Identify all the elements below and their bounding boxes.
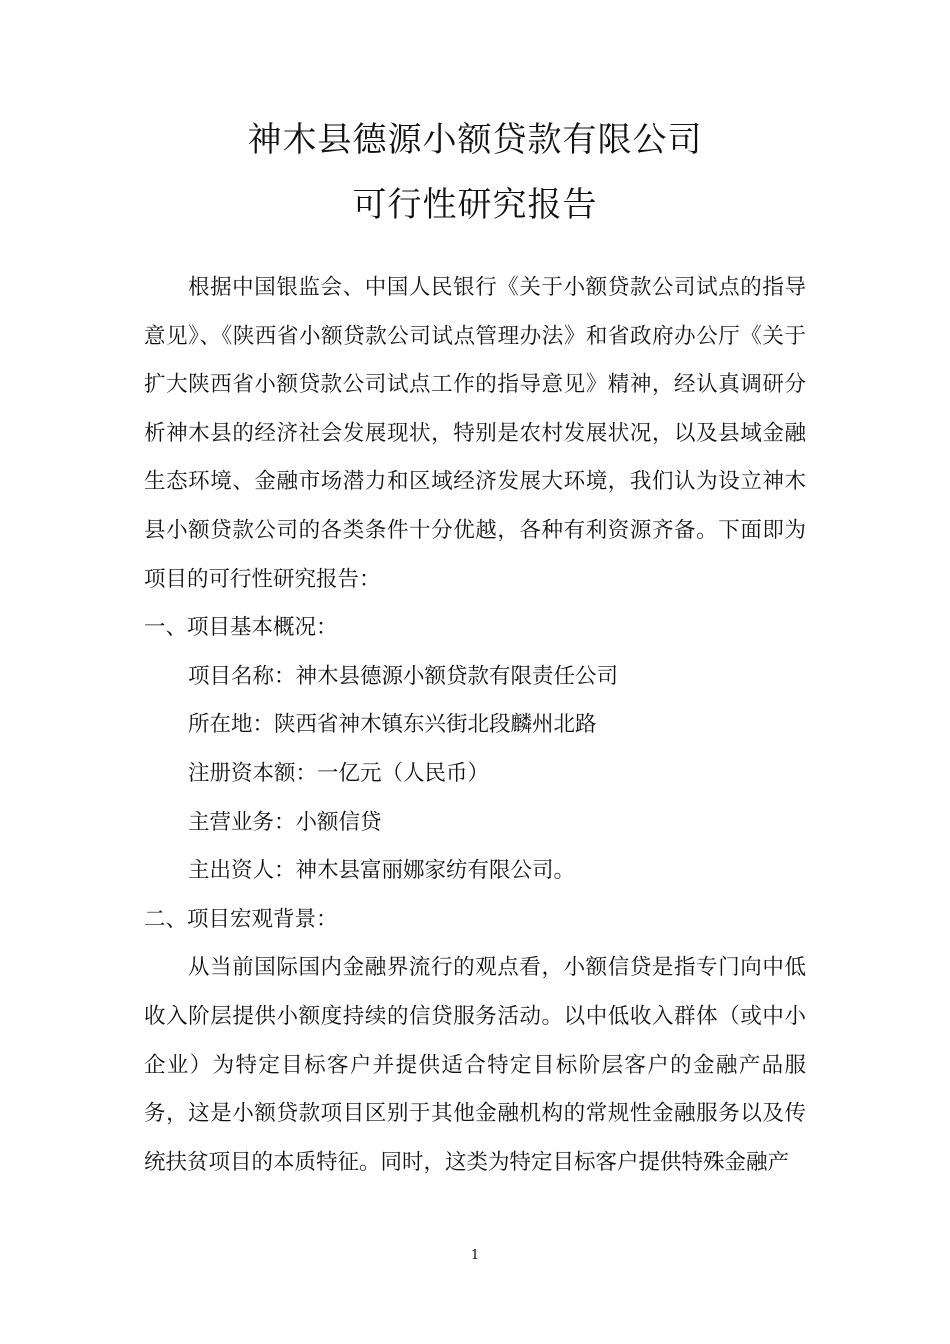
item-main-business: 主营业务：小额信贷 (188, 809, 382, 835)
item-location: 所在地：陕西省神木镇东兴街北段麟州北路 (188, 712, 597, 738)
item-main-investor: 主出资人：神木县富丽娜家纺有限公司。 (188, 858, 576, 884)
section-heading-macro-background: 二、项目宏观背景： (144, 906, 338, 932)
macro-background-paragraph: 从当前国际国内金融界流行的观点看，小额信贷是指专门向中低收入阶层提供小额度持续的信贷服务活动。以中低收入群体（或中小企业）为特定目标客户并提供适合特定目标阶层客户的金融产品服务，这是小额贷款项目区别于其他金融机构的常规性金融服务以及传统扶贫项目的本质特征。同时，这类为特定目标客户提供特殊金融产 (144, 955, 806, 1175)
item-registered-capital: 注册资本额：一亿元（人民币） (188, 760, 490, 786)
item-project-name: 项目名称：神木县德源小额贷款有限责任公司 (188, 663, 619, 689)
document-subtitle: 可行性研究报告 (352, 185, 598, 225)
document-body (144, 264, 806, 1187)
section-heading-basic-overview: 一、项目基本概况： (144, 615, 338, 641)
document-title: 神木县德源小额贷款有限公司 (247, 120, 703, 160)
page-number: 1 (470, 1248, 480, 1263)
intro-paragraph: 根据中国银监会、中国人民银行《关于小额贷款公司试点的指导意见》、《陕西省小额贷款公司试点管理办法》和省政府办公厅《关于扩大陕西省小额贷款公司试点工作的指导意见》精神，经认真调研分析神木县的经济社会发展现状，特别是农村发展状况，以及县域金融生态环境、金融市场潜力和区域经济发展大环境，我们认为设立神木县小额贷款公司的各类条件十分优越，各种有利资源齐备。下面即为项目的可行性研究报告： (144, 275, 806, 592)
